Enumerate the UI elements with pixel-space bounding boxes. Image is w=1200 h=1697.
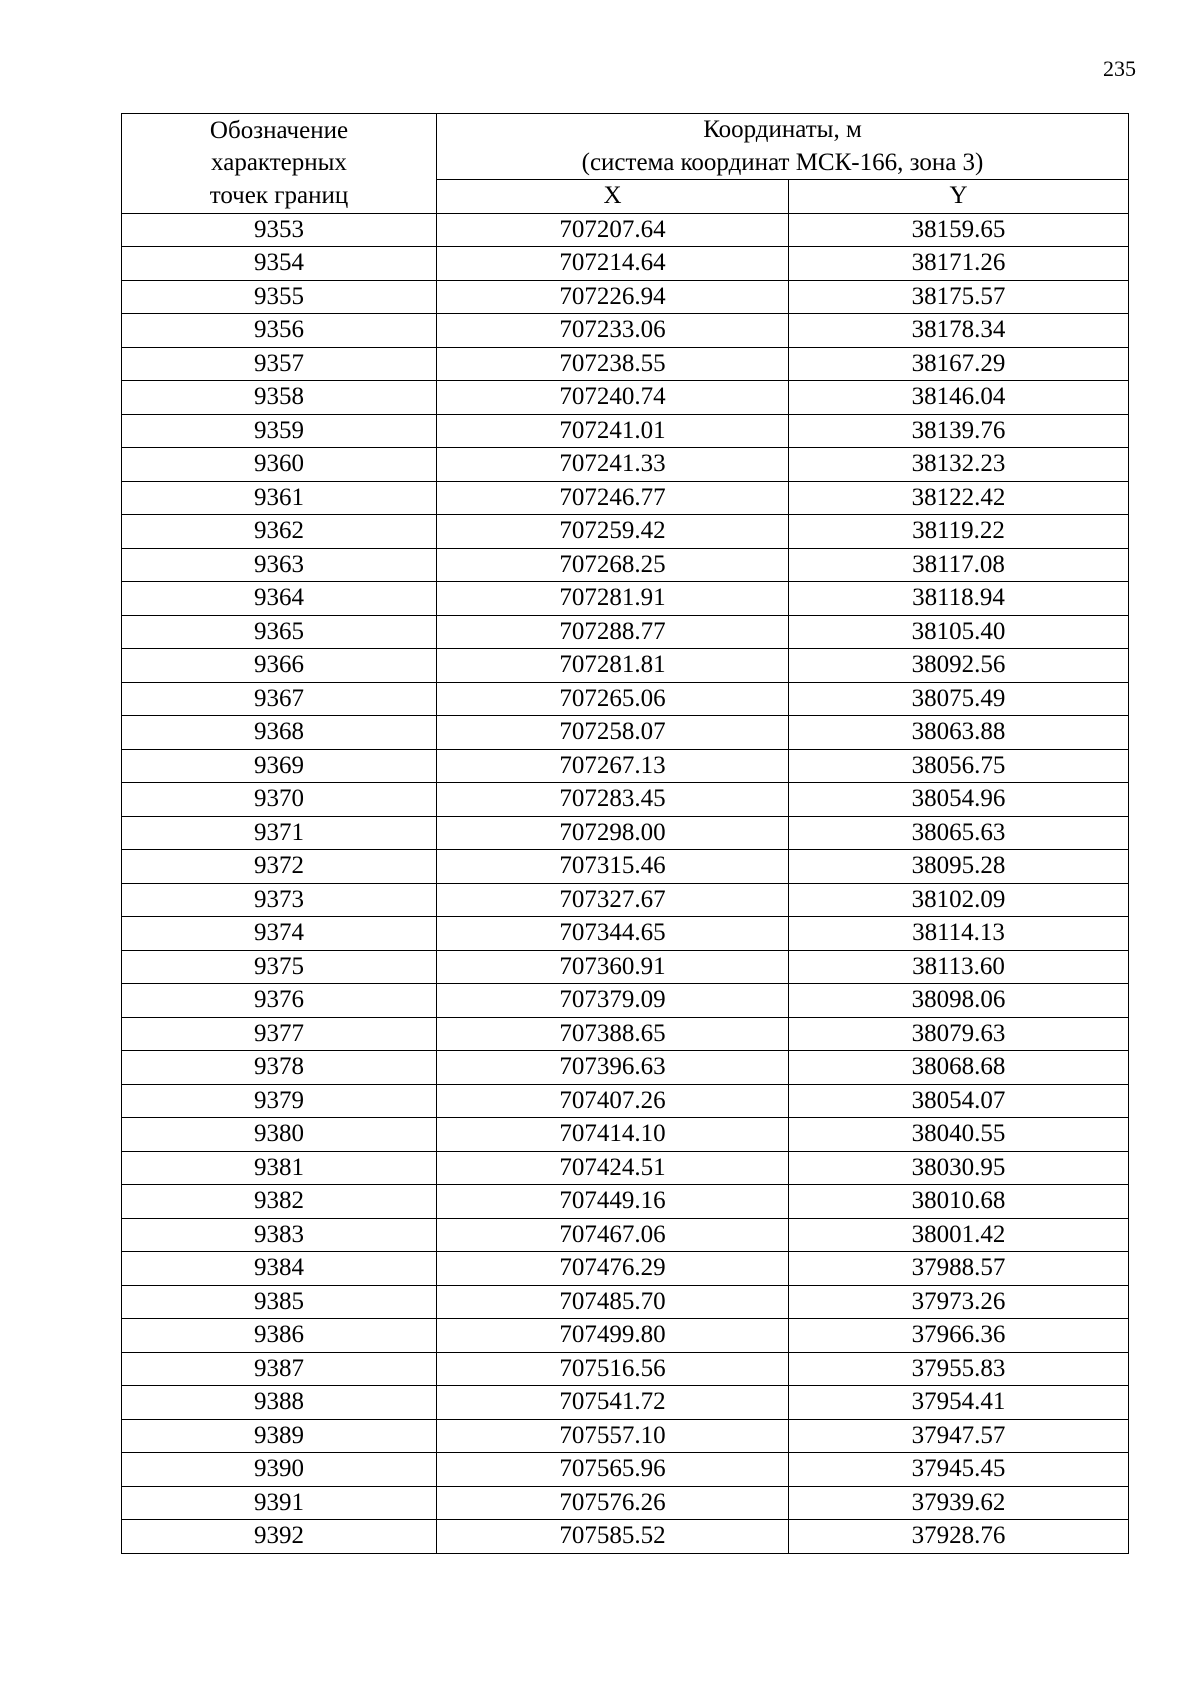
y-coordinate-cell: 37945.45	[789, 1453, 1129, 1487]
table-row	[122, 314, 1129, 348]
x-coordinate-cell: 707414.10	[437, 1118, 789, 1152]
table-row	[122, 347, 1129, 381]
point-cell: 9363	[122, 548, 437, 582]
x-coordinate-cell: 707485.70	[437, 1285, 789, 1319]
y-coordinate-cell: 37988.57	[789, 1252, 1129, 1286]
point-cell: 9373	[122, 883, 437, 917]
x-coordinate-cell: 707214.64	[437, 247, 789, 281]
x-coordinate-cell: 707565.96	[437, 1453, 789, 1487]
point-cell: 9388	[122, 1386, 437, 1420]
x-coordinate-cell: 707240.74	[437, 381, 789, 415]
point-cell: 9365	[122, 615, 437, 649]
x-coordinate-cell: 707281.81	[437, 649, 789, 683]
point-cell: 9368	[122, 716, 437, 750]
table-row	[122, 1285, 1129, 1319]
y-coordinate-cell: 38146.04	[789, 381, 1129, 415]
table-row	[122, 1118, 1129, 1152]
table-row	[122, 917, 1129, 951]
table-row	[122, 247, 1129, 281]
point-cell: 9383	[122, 1218, 437, 1252]
coordinates-header	[437, 114, 1129, 180]
point-cell: 9382	[122, 1185, 437, 1219]
y-coordinate-cell: 38075.49	[789, 682, 1129, 716]
table-row	[122, 213, 1129, 247]
y-coordinate-cell: 38117.08	[789, 548, 1129, 582]
point-cell: 9379	[122, 1084, 437, 1118]
x-coordinate-cell: 707424.51	[437, 1151, 789, 1185]
coordinates-header-line-2: (система координат МСК-166, зона 3)	[581, 148, 984, 176]
point-cell: 9375	[122, 950, 437, 984]
table-row	[122, 582, 1129, 616]
x-coordinate-cell: 707344.65	[437, 917, 789, 951]
point-cell: 9361	[122, 481, 437, 515]
table-row	[122, 414, 1129, 448]
y-coordinate-cell: 38119.22	[789, 515, 1129, 549]
x-coordinate-cell: 707585.52	[437, 1520, 789, 1554]
table-row	[122, 783, 1129, 817]
y-coordinate-cell: 38105.40	[789, 615, 1129, 649]
y-coordinate-cell: 38040.55	[789, 1118, 1129, 1152]
table-row	[122, 1453, 1129, 1487]
x-coordinate-cell: 707281.91	[437, 582, 789, 616]
point-cell: 9371	[122, 816, 437, 850]
point-cell: 9391	[122, 1486, 437, 1520]
y-coordinate-cell: 38175.57	[789, 280, 1129, 314]
y-coordinate-cell: 37955.83	[789, 1352, 1129, 1386]
x-coordinate-cell: 707238.55	[437, 347, 789, 381]
x-coordinate-cell: 707576.26	[437, 1486, 789, 1520]
table-row	[122, 716, 1129, 750]
table-row	[122, 1218, 1129, 1252]
x-coordinate-cell: 707241.33	[437, 448, 789, 482]
y-coordinate-cell: 38167.29	[789, 347, 1129, 381]
table-row	[122, 548, 1129, 582]
y-coordinate-cell: 37928.76	[789, 1520, 1129, 1554]
point-cell: 9356	[122, 314, 437, 348]
y-coordinate-cell: 38063.88	[789, 716, 1129, 750]
table-row	[122, 1151, 1129, 1185]
point-cell: 9369	[122, 749, 437, 783]
table-row	[122, 1185, 1129, 1219]
point-cell: 9374	[122, 917, 437, 951]
table-row	[122, 1386, 1129, 1420]
y-column-header: Y	[789, 180, 1129, 214]
table-row	[122, 984, 1129, 1018]
point-cell: 9357	[122, 347, 437, 381]
point-cell: 9353	[122, 213, 437, 247]
x-coordinate-cell: 707207.64	[437, 213, 789, 247]
table-row	[122, 1352, 1129, 1386]
y-coordinate-cell: 37954.41	[789, 1386, 1129, 1420]
y-coordinate-cell: 38171.26	[789, 247, 1129, 281]
coordinates-header-line-1: Координаты, м	[703, 116, 862, 143]
x-coordinate-cell: 707467.06	[437, 1218, 789, 1252]
table-row	[122, 1419, 1129, 1453]
point-cell: 9386	[122, 1319, 437, 1353]
x-coordinate-cell: 707259.42	[437, 515, 789, 549]
x-coordinate-cell: 707516.56	[437, 1352, 789, 1386]
x-coordinate-cell: 707388.65	[437, 1017, 789, 1051]
x-coordinate-cell: 707288.77	[437, 615, 789, 649]
x-coordinate-cell: 707241.01	[437, 414, 789, 448]
point-cell: 9367	[122, 682, 437, 716]
x-column-header: X	[437, 180, 789, 214]
point-designation-header	[122, 114, 437, 214]
table-row	[122, 850, 1129, 884]
point-cell: 9380	[122, 1118, 437, 1152]
y-coordinate-cell: 38113.60	[789, 950, 1129, 984]
x-coordinate-cell: 707541.72	[437, 1386, 789, 1420]
y-coordinate-cell: 37947.57	[789, 1419, 1129, 1453]
point-cell: 9381	[122, 1151, 437, 1185]
x-coordinate-cell: 707407.26	[437, 1084, 789, 1118]
table-row	[122, 448, 1129, 482]
x-coordinate-cell: 707360.91	[437, 950, 789, 984]
y-coordinate-cell: 38098.06	[789, 984, 1129, 1018]
x-coordinate-cell: 707315.46	[437, 850, 789, 884]
point-cell: 9392	[122, 1520, 437, 1554]
table-row	[122, 1017, 1129, 1051]
y-coordinate-cell: 38068.68	[789, 1051, 1129, 1085]
table-header	[122, 114, 1129, 214]
x-coordinate-cell: 707268.25	[437, 548, 789, 582]
point-cell: 9370	[122, 783, 437, 817]
x-coordinate-cell: 707557.10	[437, 1419, 789, 1453]
x-coordinate-cell: 707396.63	[437, 1051, 789, 1085]
y-coordinate-cell: 37973.26	[789, 1285, 1129, 1319]
y-coordinate-cell: 38122.42	[789, 481, 1129, 515]
point-cell: 9355	[122, 280, 437, 314]
y-coordinate-cell: 37966.36	[789, 1319, 1129, 1353]
x-coordinate-cell: 707246.77	[437, 481, 789, 515]
y-coordinate-cell: 38056.75	[789, 749, 1129, 783]
y-coordinate-cell: 38114.13	[789, 917, 1129, 951]
point-cell: 9376	[122, 984, 437, 1018]
table-row	[122, 1252, 1129, 1286]
point-cell: 9366	[122, 649, 437, 683]
table-row	[122, 515, 1129, 549]
point-cell: 9359	[122, 414, 437, 448]
x-coordinate-cell: 707226.94	[437, 280, 789, 314]
table-row	[122, 950, 1129, 984]
x-coordinate-cell: 707379.09	[437, 984, 789, 1018]
y-coordinate-cell: 38132.23	[789, 448, 1129, 482]
point-cell: 9387	[122, 1352, 437, 1386]
point-header-line-1: Обозначение	[209, 116, 349, 144]
x-coordinate-cell: 707267.13	[437, 749, 789, 783]
y-coordinate-cell: 38054.07	[789, 1084, 1129, 1118]
table-row	[122, 682, 1129, 716]
y-coordinate-cell: 38118.94	[789, 582, 1129, 616]
x-coordinate-cell: 707449.16	[437, 1185, 789, 1219]
y-coordinate-cell: 38095.28	[789, 850, 1129, 884]
y-coordinate-cell: 38030.95	[789, 1151, 1129, 1185]
x-coordinate-cell: 707233.06	[437, 314, 789, 348]
y-coordinate-cell: 38159.65	[789, 213, 1129, 247]
y-coordinate-cell: 38079.63	[789, 1017, 1129, 1051]
x-coordinate-cell: 707258.07	[437, 716, 789, 750]
table-row	[122, 1319, 1129, 1353]
table-row	[122, 381, 1129, 415]
table-row	[122, 883, 1129, 917]
point-cell: 9364	[122, 582, 437, 616]
point-cell: 9358	[122, 381, 437, 415]
point-cell: 9378	[122, 1051, 437, 1085]
table-row	[122, 1051, 1129, 1085]
y-coordinate-cell: 38178.34	[789, 314, 1129, 348]
table-row	[122, 481, 1129, 515]
table-row	[122, 615, 1129, 649]
point-cell: 9389	[122, 1419, 437, 1453]
x-coordinate-cell: 707476.29	[437, 1252, 789, 1286]
y-coordinate-cell: 38139.76	[789, 414, 1129, 448]
table-row	[122, 280, 1129, 314]
point-cell: 9384	[122, 1252, 437, 1286]
point-cell: 9390	[122, 1453, 437, 1487]
y-coordinate-cell: 38001.42	[789, 1218, 1129, 1252]
point-cell: 9354	[122, 247, 437, 281]
point-header-line-2: характерных	[211, 149, 347, 176]
point-cell: 9372	[122, 850, 437, 884]
table-row	[122, 649, 1129, 683]
y-coordinate-cell: 37939.62	[789, 1486, 1129, 1520]
table-row	[122, 1084, 1129, 1118]
y-coordinate-cell: 38054.96	[789, 783, 1129, 817]
x-coordinate-cell: 707298.00	[437, 816, 789, 850]
x-coordinate-cell: 707283.45	[437, 783, 789, 817]
y-coordinate-cell: 38092.56	[789, 649, 1129, 683]
x-coordinate-cell: 707327.67	[437, 883, 789, 917]
table-row	[122, 749, 1129, 783]
y-coordinate-cell: 38010.68	[789, 1185, 1129, 1219]
point-cell: 9377	[122, 1017, 437, 1051]
x-coordinate-cell: 707265.06	[437, 682, 789, 716]
point-header-line-3: точек границ	[209, 181, 349, 209]
point-cell: 9360	[122, 448, 437, 482]
table-body	[122, 213, 1129, 1553]
table-row	[122, 1520, 1129, 1554]
point-cell: 9362	[122, 515, 437, 549]
coordinates-table	[121, 113, 1129, 1554]
y-coordinate-cell: 38065.63	[789, 816, 1129, 850]
page-number: 235	[1103, 56, 1136, 81]
y-coordinate-cell: 38102.09	[789, 883, 1129, 917]
x-coordinate-cell: 707499.80	[437, 1319, 789, 1353]
point-cell: 9385	[122, 1285, 437, 1319]
table-row	[122, 1486, 1129, 1520]
table-row	[122, 816, 1129, 850]
